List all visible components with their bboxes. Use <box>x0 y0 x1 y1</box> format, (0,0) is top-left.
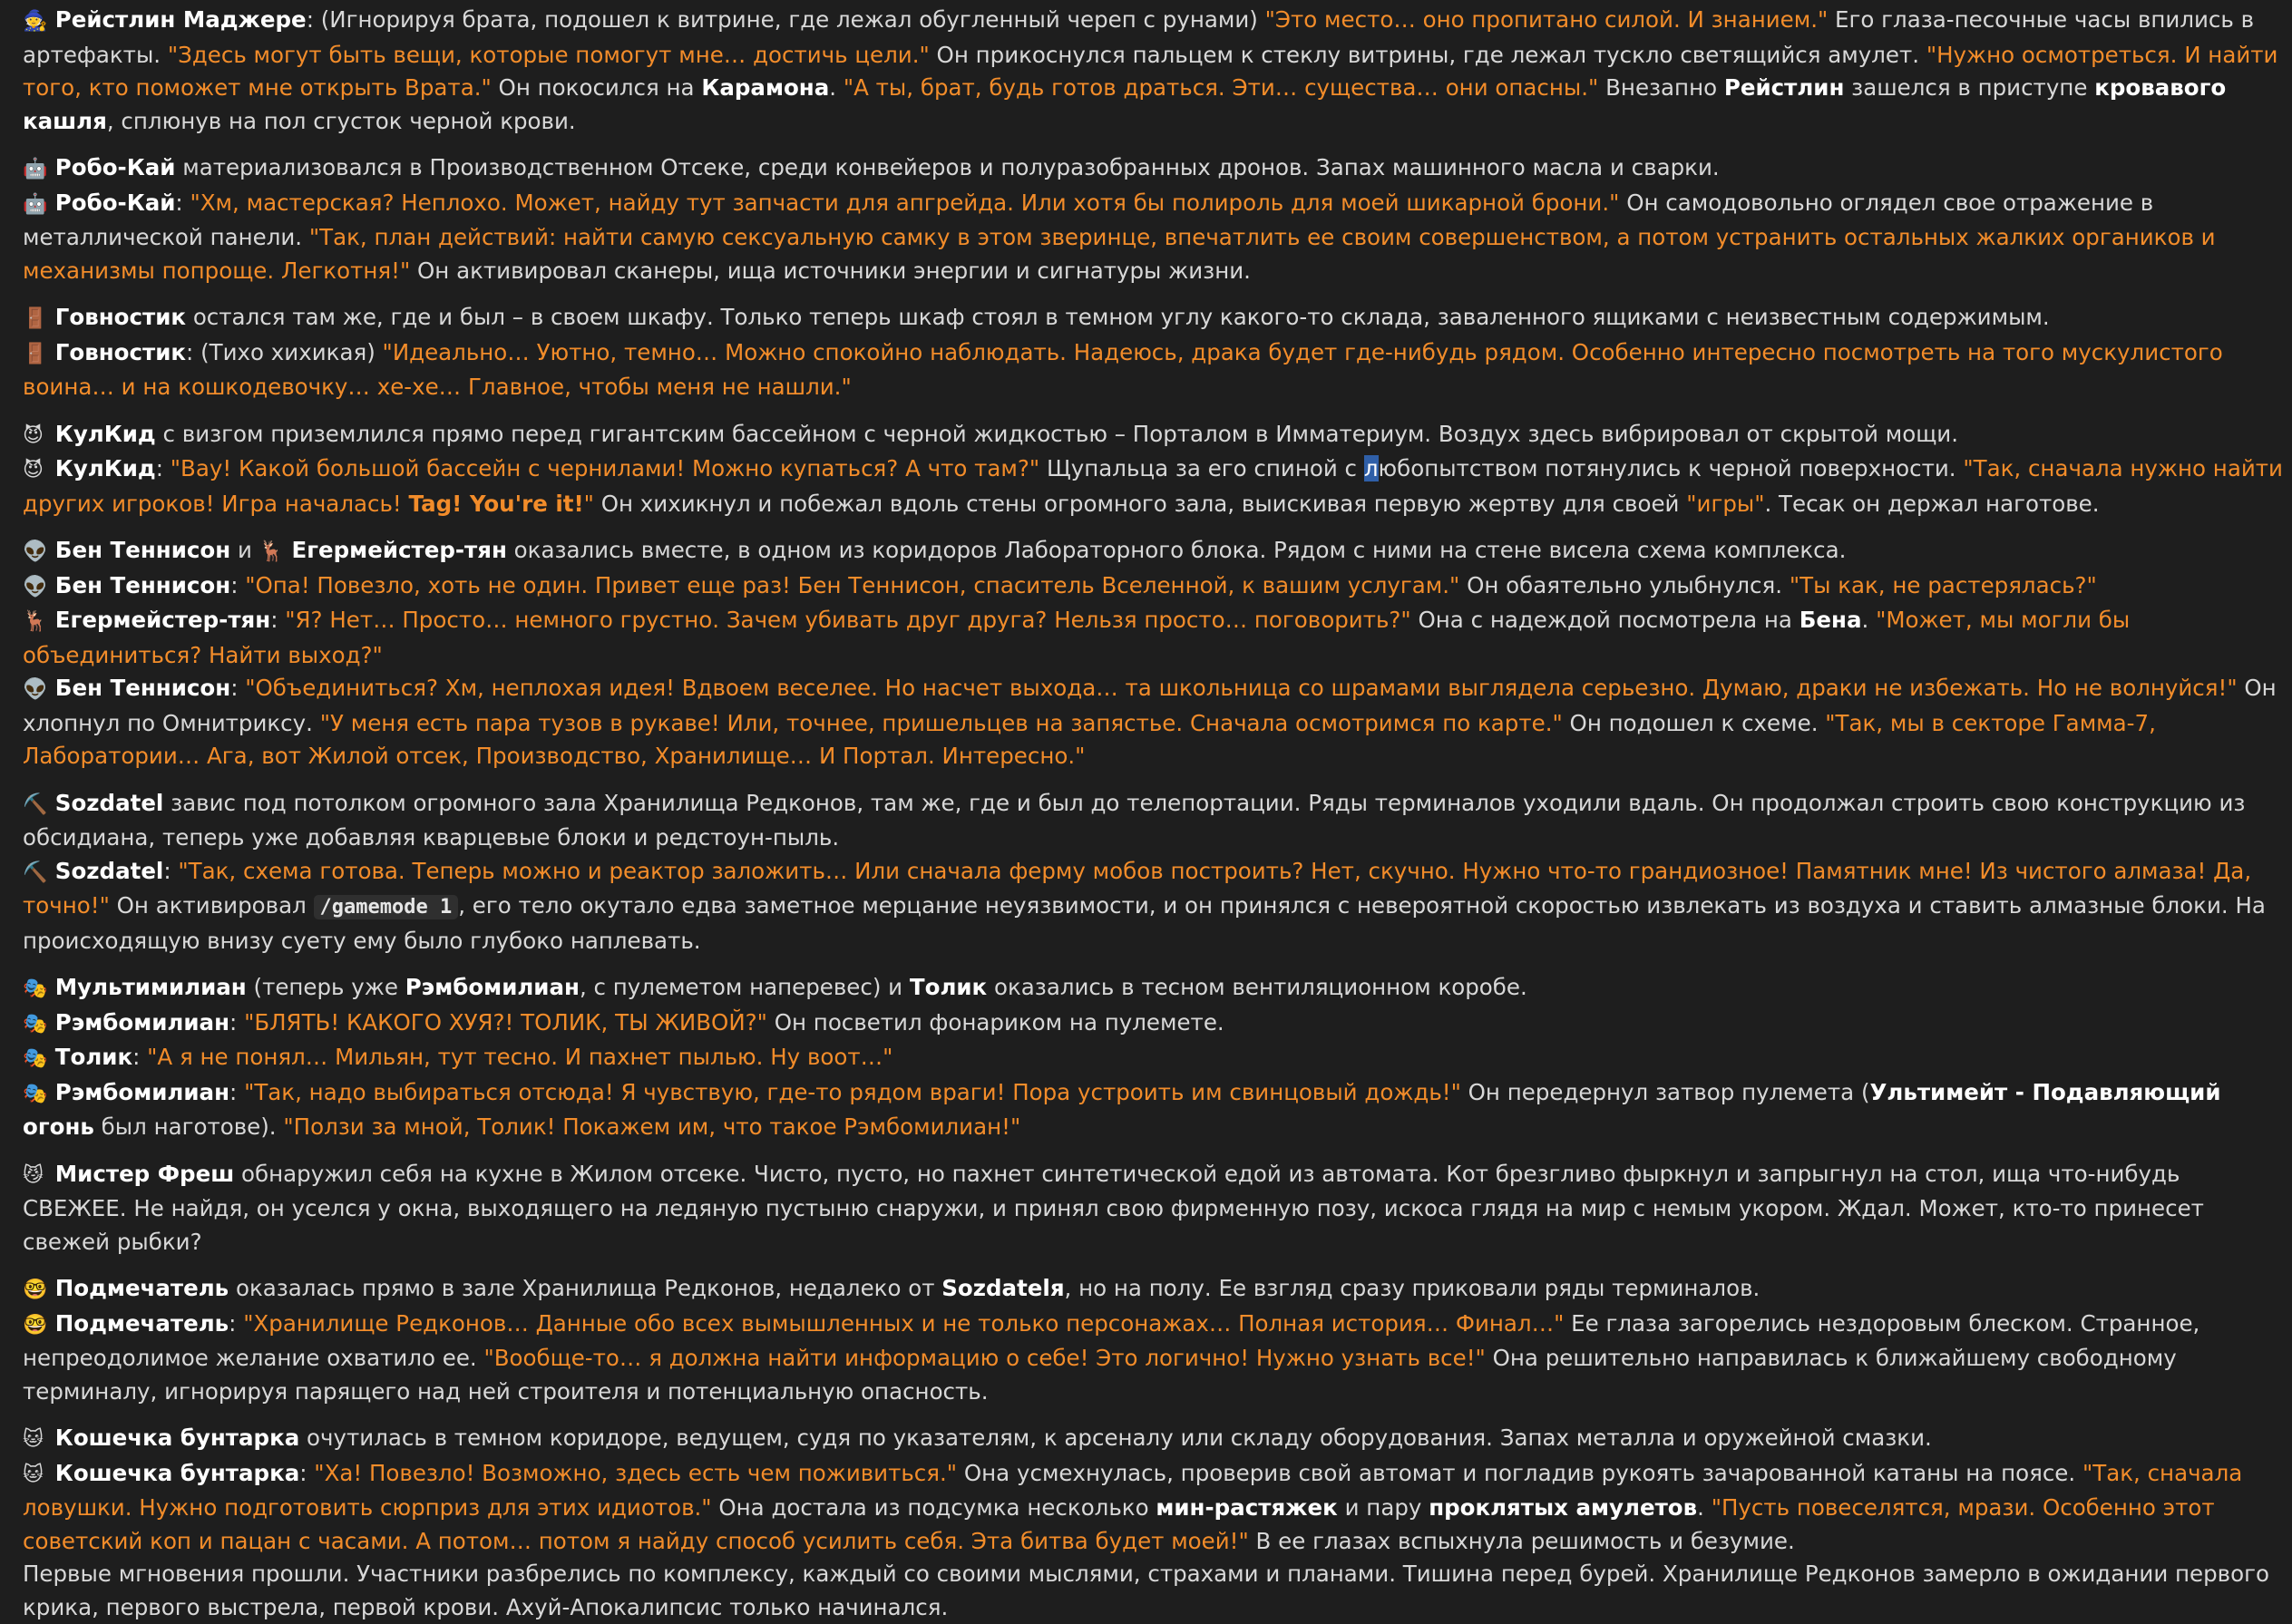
narration-text: и <box>230 537 259 563</box>
narration-text: , его тело окутало едва заметное мерцание неуязвимости, и он принялся с невероятной скоростью извлекать из воздуха и ставить алмазные блоки. На происходящую внизу суету ему было глубоко наплевать. <box>23 892 2266 954</box>
bold-name: Толик <box>54 1044 133 1070</box>
narration-text: зашелся в приступе <box>1844 74 2095 101</box>
narration-text: Он хлопнул по Омнитриксу. <box>23 675 2277 736</box>
quoted-speech: "Так, надо выбираться отсюда! Я чувствую, где-то рядом враги! Пора устроить им свинцовый дождь!" <box>244 1078 1461 1105</box>
quoted-speech: "Так, сначала ловушки. Нужно подготовить сюрприз для этих идиотов." <box>23 1459 2243 1521</box>
quoted-speech: "А ты, брат, будь готов драться. Эти… существа… они опасны." <box>843 74 1599 101</box>
message-line <box>23 534 2285 569</box>
bold-name: Sozdatel <box>54 857 164 884</box>
character-emoji-icon: 👽 <box>23 540 48 563</box>
narration-text: Она с надеждой посмотрела на <box>1410 607 1799 633</box>
character-emoji-icon: 👽 <box>23 575 48 598</box>
bold-name: Рэмбомилиан <box>405 974 580 1000</box>
message-paragraph <box>23 1272 2285 1408</box>
quoted-speech: "Ты как, не растерялась?" <box>1789 571 2097 598</box>
narration-text: обнаружил себя на кухне в Жилом отсеке. Чисто, пусто, но пахнет синтетической едой из автомата. Кот брезгливо фыркнул и запрыгнул на стол, ища что-нибудь СВЕЖЕЕ. Не найдя, он уселся у окна, выходящего на ледяную пустыню снаружи, и принял свою фирменную позу, искоса глядя на мир с немым укором. Ждал. Может, кто-то принесет свежей рыбки? <box>23 1160 2204 1255</box>
narration-text: Внезапно <box>1598 74 1724 101</box>
bold-name: КулКид <box>54 420 156 447</box>
message-paragraph <box>23 1422 2285 1624</box>
quoted-speech: "Вау! Какой большой бассейн с чернилами! Можно купаться? А что там?" <box>170 455 1040 481</box>
quoted-speech: " <box>583 490 594 517</box>
message-line <box>23 418 2285 453</box>
narration-text: . <box>1861 607 1877 633</box>
character-emoji-icon: 🎭 <box>23 1082 48 1105</box>
message-paragraph <box>23 1158 2285 1259</box>
narration-text: Она усмехнулась, проверив свой автомат и погладив рукоять зачарованной катаны на поясе. <box>957 1459 2082 1486</box>
message-line <box>23 1041 2285 1076</box>
narration-text: Его глаза-песочные часы впились в артефакты. <box>23 6 2255 68</box>
message-paragraph <box>23 418 2285 521</box>
character-emoji-icon: 👽 <box>23 678 48 701</box>
character-emoji-icon: 😼 <box>23 1163 44 1187</box>
narration-text: : <box>230 675 246 701</box>
quoted-speech: "Хранилище Редконов… Данные обо всех вымышленных и не только персонажах… Полная история… Финал…" <box>243 1309 1565 1337</box>
message-line <box>23 151 2285 187</box>
character-emoji-icon: 🦌 <box>258 540 285 563</box>
character-emoji-icon: 🐱 <box>23 1428 44 1451</box>
narration-text: : <box>299 1459 315 1486</box>
narration-text: . <box>1697 1494 1712 1521</box>
message-paragraph <box>23 4 2285 138</box>
narration-text: : <box>155 455 171 481</box>
character-emoji-icon: 🦌 <box>23 610 48 633</box>
narration-text: завис под потолком огромного зала Хранилища Редконов, там же, где и был до телепортации. Ряды терминалов уходили вдаль. Он продолжал строить свою конструкцию из обсидиана, теперь уже добавляя кварцевые блоки и редстоун-пыль. <box>23 789 2246 851</box>
message-paragraph <box>23 151 2285 287</box>
message-paragraph <box>23 971 2285 1144</box>
bold-name: Рейстлин <box>1723 74 1845 101</box>
message-line <box>23 1308 2285 1409</box>
narration-text: : (Игнорируя брата, подошел к витрине, где лежал обугленный череп с рунами) <box>306 6 1265 33</box>
quoted-speech: "Вообще-то… я должна найти информацию о себе! Это логично! Нужно узнать все!" <box>483 1345 1486 1371</box>
narration-text: : <box>270 607 286 633</box>
narration-text: Он активировал <box>109 892 314 919</box>
quoted-speech: "Нужно осмотреться. И найти того, кто поможет мне открыть Врата." <box>23 41 2278 101</box>
message-line <box>23 971 2285 1006</box>
message-line <box>23 1558 2285 1624</box>
narration-text: оказались в тесном вентиляционном коробе. <box>987 974 1527 1000</box>
narration-text: Ее глаза загорелись нездоровым блеском. Странное, непреодолимое желание охватило ее. <box>23 1309 2200 1371</box>
inline-code: /gamemode 1 <box>314 895 459 919</box>
narration-text: Он подошел к схеме. <box>1562 709 1826 736</box>
quoted-speech: "А я не понял… Мильян, тут тесно. И пахнет пылью. Ну воот…" <box>147 1044 893 1070</box>
narration-text: (теперь уже <box>246 974 405 1000</box>
narration-text: , сплюнув на пол сгусток черной крови. <box>106 107 576 134</box>
narration-text: был наготове). <box>93 1113 284 1140</box>
narration-text: : <box>229 1008 245 1036</box>
message-line <box>23 452 2285 520</box>
message-paragraph <box>23 787 2285 958</box>
quoted-speech: "Опа! Повезло, хоть не один. Привет еще раз! Бен Теннисон, спаситель Вселенной, к вашим услугам." <box>245 571 1460 598</box>
message-line <box>23 336 2285 404</box>
character-emoji-icon: 🎭 <box>23 1012 48 1036</box>
bold-name: проклятых амулетов <box>1429 1494 1698 1521</box>
narration-text: . Тесак он держал наготове. <box>1764 490 2100 517</box>
bold-name: Толик <box>909 974 988 1000</box>
narration-text: Он самодовольно оглядел свое отражение в металлической панели. <box>23 189 2154 250</box>
character-emoji-icon: 😈 <box>23 459 44 481</box>
quoted-speech: "Может, мы могли бы объединиться? Найти выход?" <box>23 607 2131 668</box>
message-paragraph <box>23 534 2285 773</box>
character-emoji-icon: 🤖 <box>23 192 48 216</box>
bold-name: Робо-Кай <box>54 189 176 216</box>
quoted-speech: "Идеально… Уютно, темно… Можно спокойно наблюдать. Надеюсь, драка будет где-нибудь рядом. Особенно интересно посмотреть на того мускулистого воина… и на кошкодевочку… хе-хе… Главное, чтобы меня не нашли." <box>23 338 2223 400</box>
bold-name: Бен Теннисон <box>54 675 231 701</box>
quoted-speech: "Ха! Повезло! Возможно, здесь есть чем поживиться." <box>314 1459 958 1486</box>
message-line <box>23 1422 2285 1457</box>
narration-text: остался там же, где и был – в своем шкафу. Только теперь шкаф стоял в темном углу какого-то склада, заваленного ящиками с неизвестным содержимым. <box>186 304 2050 330</box>
narration-text: оказались вместе, в одном из коридоров Лабораторного блока. Рядом с ними на стене висела схема комплекса. <box>506 537 1847 563</box>
bold-name: Sozdatel <box>54 789 164 816</box>
quoted-speech: "игры" <box>1686 490 1765 517</box>
narration-text: Он посветил фонариком на пулемете. <box>766 1008 1224 1036</box>
bold-name: мин-растяжек <box>1156 1494 1338 1521</box>
message-line <box>23 1158 2285 1259</box>
bold-name: Мультимилиан <box>54 974 247 1000</box>
narration-text: Он активировал сканеры, ища источники энергии и сигнатуры жизни. <box>410 257 1251 284</box>
quoted-speech: "Я? Нет… Просто… немного грустно. Зачем убивать друг друга? Нельзя просто… поговорить?" <box>285 607 1411 633</box>
message-line <box>23 855 2285 958</box>
narration-text: оказалась прямо в зале Хранилища Редконов, недалеко от <box>229 1275 942 1301</box>
narration-text: , но на полу. Ее взгляд сразу приковали ряды терминалов. <box>1064 1275 1760 1301</box>
message-line <box>23 301 2285 336</box>
bold-name: Егермейстер-тян <box>54 607 271 633</box>
narration-text: Щупальца за его спиной с <box>1039 455 1364 481</box>
bold-name: Рэмбомилиан <box>54 1008 230 1036</box>
message-line <box>23 1457 2285 1559</box>
bold-name: КулКид <box>54 455 156 481</box>
quoted-speech: "Пусть повеселятся, мрази. Особенно этот советский коп и пацан с часами. А потом… потом я найду способ усилить себя. Эта битва будет моей!" <box>23 1494 2215 1554</box>
message-line <box>23 1272 2285 1308</box>
bold-name: Егермейстер-тян <box>291 537 507 563</box>
narration-text: с визгом приземлился прямо перед гигантским бассейном с черной жидкостью – Порталом в Имматериум. Воздух здесь вибрировал от скрытой мощи. <box>155 420 1959 447</box>
quoted-speech: "Объединиться? Хм, неплохая идея! Вдвоем веселее. Но насчет выхода… та школьница со шрамами выглядела серьезно. Думаю, драки не избежать. Но не волнуйся!" <box>245 675 2238 701</box>
narration-text: : <box>229 1078 245 1105</box>
message-line <box>23 1076 2285 1144</box>
character-emoji-icon: 🧙 <box>23 10 48 33</box>
bold-name: Рейстлин Маджере <box>54 6 307 33</box>
narration-text: очутилась в темном коридоре, ведущем, судя по указателям, к арсеналу или складу оборудования. Запах металла и оружейной смазки. <box>299 1425 1932 1451</box>
bold-name: Карамона <box>701 74 830 101</box>
quoted-speech: "Так, сначала нужно найти других игроков! Игра началась! <box>23 455 2283 517</box>
narration-text: Она достала из подсумка несколько <box>711 1494 1156 1521</box>
narration-text: : <box>163 857 179 884</box>
character-emoji-icon: 🚪 <box>23 307 48 330</box>
quoted-speech: "Так, план действий: найти самую сексуальную самку в этом зверинце, впечатлить ее своим совершенством, а потом устранить остальных жалких органиков и механизмы попроще. Легкотня!" <box>23 224 2216 284</box>
bold-name: Бен Теннисон <box>54 571 231 598</box>
narration-text: В ее глазах вспыхнула решимость и безумие. <box>1248 1527 1795 1554</box>
narration-text: : (Тихо хихикая) <box>186 338 383 365</box>
bold-name: Мистер Фреш <box>54 1160 235 1187</box>
character-emoji-icon: 🤖 <box>23 158 48 180</box>
narration-text: Она решительно направилась к ближайшему свободному терминалу, игнорируя парящего над ней строителя и потенциальную опасность. <box>23 1345 2177 1405</box>
character-emoji-icon: 🎭 <box>23 1047 48 1070</box>
narration-text: Он прикоснулся пальцем к стеклу витрины, где лежал тускло светящийся амулет. <box>929 41 1926 68</box>
bold-name: кровавого кашля <box>23 74 2227 134</box>
narration-text: , с пулеметом наперевес) и <box>579 974 910 1000</box>
bold-name: Робо-Кай <box>54 154 176 180</box>
narration-text: . <box>829 74 844 101</box>
quoted-speech: "Здесь могут быть вещи, которые помогут мне… достичь цели." <box>167 41 930 68</box>
selected-text: л <box>1363 455 1379 481</box>
quoted-speech: "Это место… оно пропитано силой. И знанием." <box>1264 6 1829 33</box>
bold-name: Подмечатель <box>54 1309 229 1337</box>
bold-name: Ультимейт - Подавляющий огонь <box>23 1078 2221 1140</box>
character-emoji-icon: ⛏️ <box>23 861 48 884</box>
narration-text: Он передернул затвор пулемета ( <box>1460 1078 1870 1105</box>
bold-name: Sozdatelя <box>941 1275 1065 1301</box>
character-emoji-icon: 🤓 <box>23 1313 48 1337</box>
narration-text: и пару <box>1337 1494 1429 1521</box>
quoted-speech: "Ползи за мной, Толик! Покажем им, что такое Рэмбомилиан!" <box>283 1113 1021 1140</box>
narration-text: : <box>230 571 246 598</box>
message-line <box>23 672 2285 773</box>
character-emoji-icon: 🐱 <box>23 1463 44 1486</box>
quoted-speech: "Так, мы в секторе Гамма-7, Лаборатории… Ага, вот Жилой отсек, Производство, Хранилище… И Портал. Интересно." <box>23 709 2156 769</box>
narration-text: Он хихикнул и побежал вдоль стены огромного зала, выискивая первую жертву для своей <box>593 490 1687 517</box>
quoted-speech: "БЛЯТЬ! КАКОГО ХУЯ?! ТОЛИК, ТЫ ЖИВОЙ?" <box>244 1008 767 1036</box>
bold-name: Кошечка бунтарка <box>54 1425 300 1451</box>
narration-text: : <box>229 1309 244 1337</box>
narration-text: Он обаятельно улыбнулся. <box>1459 571 1790 598</box>
narration-text: : <box>132 1044 148 1070</box>
bold-name: Бен Теннисон <box>54 537 231 563</box>
character-emoji-icon: 🤓 <box>23 1279 48 1301</box>
quoted-speech-bold: Tag! You're it! <box>408 490 584 517</box>
bold-name: Говностик <box>54 338 187 365</box>
character-emoji-icon: 😈 <box>23 423 44 447</box>
narration-text: : <box>175 189 190 216</box>
narration-text: Первые мгновения прошли. Участники разбрелись по комплексу, каждый со своими мыслями, страхами и планами. Тишина перед бурей. Хранилище Редконов замерло в ожидании первого крика, первого выстрела, первой крови. Ахуй-Апокалипсис только начинался. <box>23 1561 2269 1620</box>
character-emoji-icon: 🎭 <box>23 977 48 1000</box>
message-line <box>23 4 2285 138</box>
quoted-speech: "У меня есть пара тузов в рукаве! Или, точнее, пришельцев на запястье. Сначала осмотримся по карте." <box>319 709 1563 736</box>
message-line <box>23 604 2285 672</box>
narration-text: юбопытством потянулись к черной поверхности. <box>1378 455 1964 481</box>
message-line <box>23 569 2285 605</box>
character-emoji-icon: ⛏️ <box>23 793 48 816</box>
bold-name: Подмечатель <box>54 1275 229 1301</box>
bold-name: Рэмбомилиан <box>54 1078 230 1105</box>
bold-name: Бена <box>1799 607 1862 633</box>
quoted-speech: "Хм, мастерская? Неплохо. Может, найду тут запчасти для апгрейда. Или хотя бы полироль для моей шикарной брони." <box>190 189 1620 216</box>
message-line <box>23 1006 2285 1042</box>
message-line <box>23 187 2285 288</box>
quoted-speech: "Так, схема готова. Теперь можно и реактор заложить… Или сначала ферму мобов построить? Нет, скучно. Нужно что-то грандиозное! Памятник мне! Из чистого алмаза! Да, точно!" <box>23 857 2252 919</box>
character-emoji-icon: 🚪 <box>23 342 48 365</box>
message-paragraph <box>23 301 2285 404</box>
bold-name: Говностик <box>54 304 187 330</box>
message-line <box>23 787 2285 855</box>
bold-name: Кошечка бунтарка <box>54 1459 300 1486</box>
narration-text: Он покосился на <box>491 74 702 101</box>
narration-text: материализовался в Производственном Отсеке, среди конвейеров и полуразобранных дронов. Запах машинного масла и сварки. <box>175 154 1720 180</box>
